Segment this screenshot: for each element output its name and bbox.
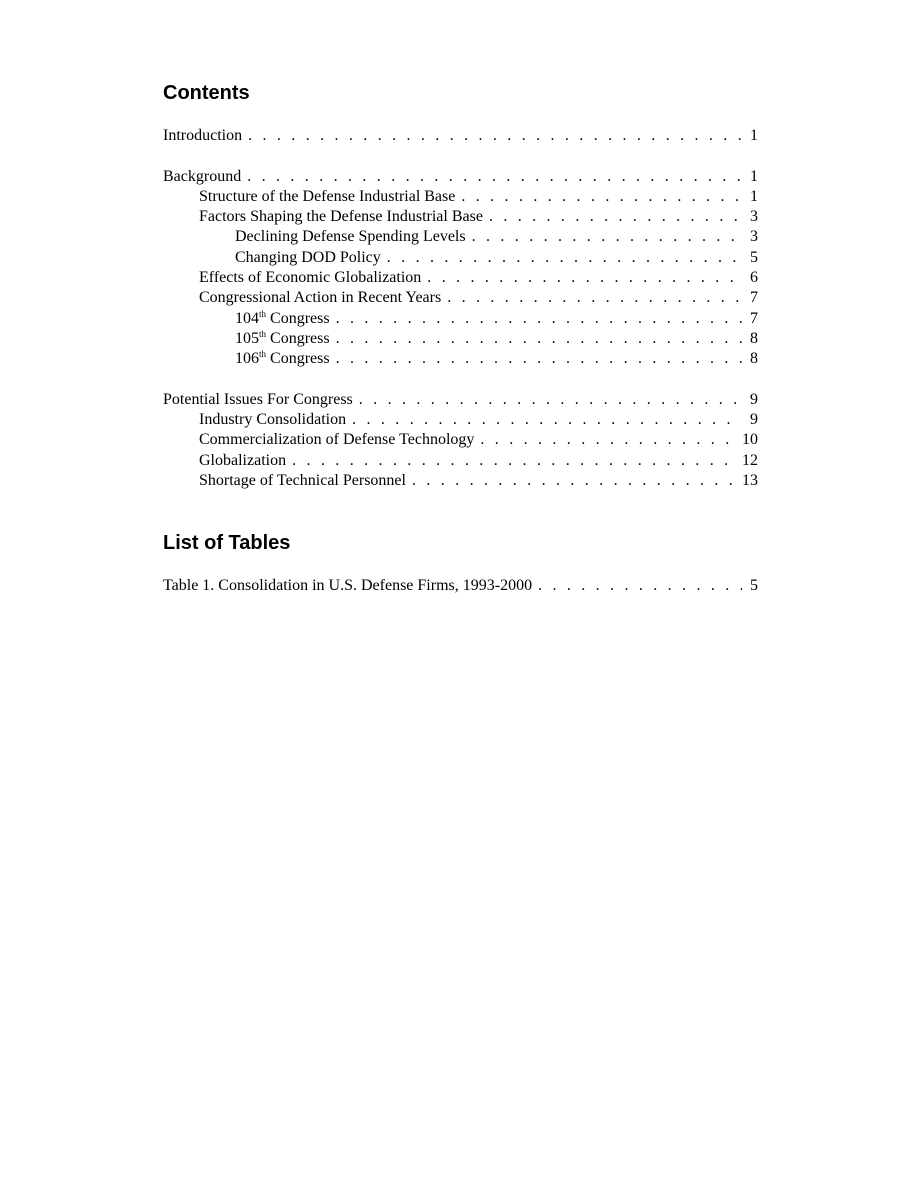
toc-entry-declining-spending[interactable] [163, 227, 758, 247]
congress-word: Congress [266, 309, 330, 327]
toc-entry-page: 5 [750, 577, 758, 594]
toc-entry-title [235, 309, 330, 329]
dot-leader [387, 248, 742, 268]
toc-entry-introduction[interactable] [163, 126, 758, 146]
congress-number: 105 [235, 329, 259, 347]
toc-entry-page: 10 [742, 431, 758, 449]
toc-entry-congressional-action[interactable] [163, 288, 758, 308]
toc-entry-title: Congressional Action in Recent Years [199, 289, 442, 307]
dot-leader [336, 329, 742, 349]
toc-entry-104th-congress[interactable] [163, 309, 758, 329]
list-of-tables-heading: List of Tables [163, 532, 291, 554]
toc-entry-title [235, 329, 330, 349]
toc-entry-105th-congress[interactable] [163, 329, 758, 349]
toc-entry-background[interactable] [163, 167, 758, 187]
dot-leader [248, 126, 742, 146]
toc-entry-title: Changing DOD Policy [235, 248, 381, 266]
toc-entry-page: 8 [750, 350, 758, 368]
toc-entry-page: 6 [750, 269, 758, 287]
toc-entry-technical-personnel[interactable] [163, 471, 758, 491]
dot-leader [447, 288, 742, 308]
table-entry-consolidation[interactable] [163, 576, 758, 596]
toc-entry-page: 1 [750, 127, 758, 144]
contents-heading: Contents [163, 82, 250, 104]
dot-leader [480, 430, 736, 450]
toc-entry-page: 3 [750, 228, 758, 246]
toc-entry-title [235, 349, 330, 369]
dot-leader [336, 309, 742, 329]
toc-entry-title: Introduction [163, 127, 243, 144]
toc-entry-potential-issues[interactable] [163, 390, 758, 410]
toc-entry-page: 5 [750, 248, 758, 266]
toc-entry-title: Table 1. Consolidation in U.S. Defense Firms, 1993-2000 [163, 577, 533, 594]
toc-entry-title: Globalization [199, 451, 287, 469]
congress-word: Congress [266, 329, 330, 347]
toc-entry-page: 7 [750, 289, 758, 307]
toc-entry-title: Shortage of Technical Personnel [199, 472, 406, 490]
ordinal-suffix: th [259, 349, 267, 360]
toc-entry-106th-congress[interactable] [163, 349, 758, 369]
toc-entry-page: 7 [750, 309, 758, 327]
toc-entry-title: Declining Defense Spending Levels [235, 228, 466, 246]
contents-list [163, 126, 758, 491]
ordinal-suffix: th [259, 328, 267, 339]
toc-entry-title: Structure of the Defense Industrial Base [199, 187, 456, 205]
toc-entry-page: 13 [742, 472, 758, 490]
dot-leader [336, 349, 742, 369]
congress-word: Congress [266, 350, 330, 368]
toc-entry-commercialization[interactable] [163, 430, 758, 450]
toc-entry-page: 12 [742, 451, 758, 469]
toc-entry-globalization-effects[interactable] [163, 268, 758, 288]
toc-entry-page: 9 [750, 411, 758, 429]
tables-list [163, 576, 758, 596]
toc-entry-title: Potential Issues For Congress [163, 390, 353, 408]
dot-leader [461, 187, 742, 207]
toc-entry-structure[interactable] [163, 187, 758, 207]
dot-leader [247, 167, 742, 187]
dot-leader [352, 410, 742, 430]
toc-entry-factors[interactable] [163, 207, 758, 227]
toc-entry-title: Industry Consolidation [199, 411, 347, 429]
toc-entry-page: 1 [750, 187, 758, 205]
toc-entry-dod-policy[interactable] [163, 248, 758, 268]
toc-entry-title: Factors Shaping the Defense Industrial Base [199, 208, 483, 226]
toc-entry-globalization[interactable] [163, 451, 758, 471]
toc-entry-industry-consolidation[interactable] [163, 410, 758, 430]
toc-entry-page: 3 [750, 208, 758, 226]
dot-leader [427, 268, 742, 288]
dot-leader [359, 390, 742, 410]
dot-leader [292, 451, 736, 471]
dot-leader [538, 576, 742, 596]
toc-entry-page: 9 [750, 390, 758, 408]
dot-leader [412, 471, 736, 491]
toc-entry-title: Effects of Economic Globalization [199, 269, 422, 287]
toc-entry-title: Commercialization of Defense Technology [199, 431, 475, 449]
toc-entry-page: 8 [750, 329, 758, 347]
toc-entry-title: Background [163, 167, 242, 185]
dot-leader [489, 207, 742, 227]
congress-number: 106 [235, 350, 259, 368]
ordinal-suffix: th [259, 308, 267, 319]
dot-leader [472, 227, 742, 247]
congress-number: 104 [235, 309, 259, 327]
toc-entry-page: 1 [750, 167, 758, 185]
